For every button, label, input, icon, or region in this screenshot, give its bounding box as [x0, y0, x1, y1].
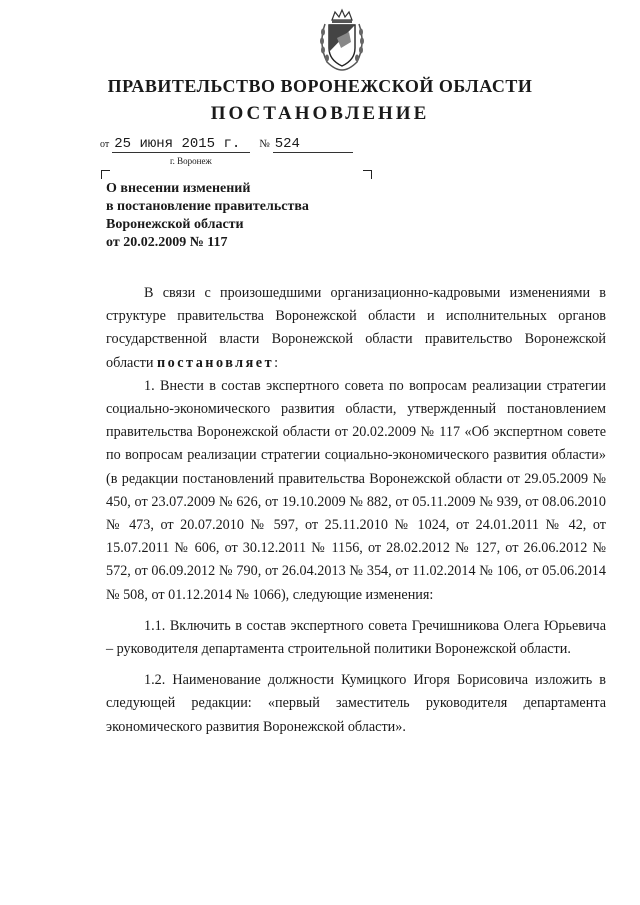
decree-word: постановляет	[156, 354, 275, 371]
subject-line: Воронежской области	[106, 217, 244, 232]
decree-colon: :	[274, 354, 279, 371]
document-date: 25 июня 2015 г.	[112, 136, 250, 153]
document-number: 524	[273, 136, 353, 153]
preamble-paragraph	[106, 282, 606, 375]
document-body	[106, 282, 606, 739]
subject-line: О внесении изменений	[106, 181, 251, 196]
corner-mark-left	[101, 170, 110, 179]
clause-1-2: 1.2. Наименование должности Кумицкого Игоря Борисовича изложить в следующей редакции: «первый заместитель руководителя департамента экономического развития Воронежской области».	[106, 672, 606, 735]
corner-mark-right	[363, 170, 372, 179]
city: г. Воронеж	[170, 156, 212, 166]
date-prefix: от	[100, 139, 110, 150]
subject-line: в постановление правительства	[106, 199, 309, 214]
document-type: ПОСТАНОВЛЕНИЕ	[210, 103, 430, 124]
clause-1-1: 1.1. Включить в состав экспертного совета Гречишникова Олега Юрьевича – руководителя департамента строительной политики Воронежской области.	[106, 617, 606, 658]
subject-line: от 20.02.2009 № 117	[106, 235, 228, 250]
preamble-text: В связи с произошедшими организационно-кадровыми изменениями в структуре правительства Воронежской области и исполнительных органов государственной власти Воронежской области правительство Воронежской области	[106, 285, 606, 371]
government-name: ПРАВИТЕЛЬСТВО ВОРОНЕЖСКОЙ ОБЛАСТИ	[107, 76, 533, 96]
document-subject	[106, 180, 309, 252]
number-label: №	[259, 138, 270, 150]
coat-of-arms-icon	[315, 8, 369, 74]
clause-1: 1. Внести в состав экспертного совета по вопросам реализации стратегии социально-экономического развития области, утвержденный постановлением правительства Воронежской области от 20.02.2009 № 117 «Об экспертном совете по вопросам реализации стратегии социально-экономического развития области» (в редакции постановлений правительства Воронежской области от 29.05.2009 № 450, от 23.07.2009 № 626, от 19.10.2009 № 882, от 05.11.2009 № 939, от 08.06.2010 № 473, от 20.07.2010 № 597, от 25.11.2010 № 1024, от 24.01.2011 № 42, от 15.07.2011 № 606, от 30.12.2011 № 1156, от 28.02.2012 № 127, от 26.06.2012 № 572, от 06.09.2012 № 790, от 26.04.2013 № 354, от 11.02.2014 № 106, от 05.06.2014 № 508, от 01.12.2014 № 1066), следующие изменения:	[106, 377, 606, 603]
date-number-line	[100, 136, 353, 153]
